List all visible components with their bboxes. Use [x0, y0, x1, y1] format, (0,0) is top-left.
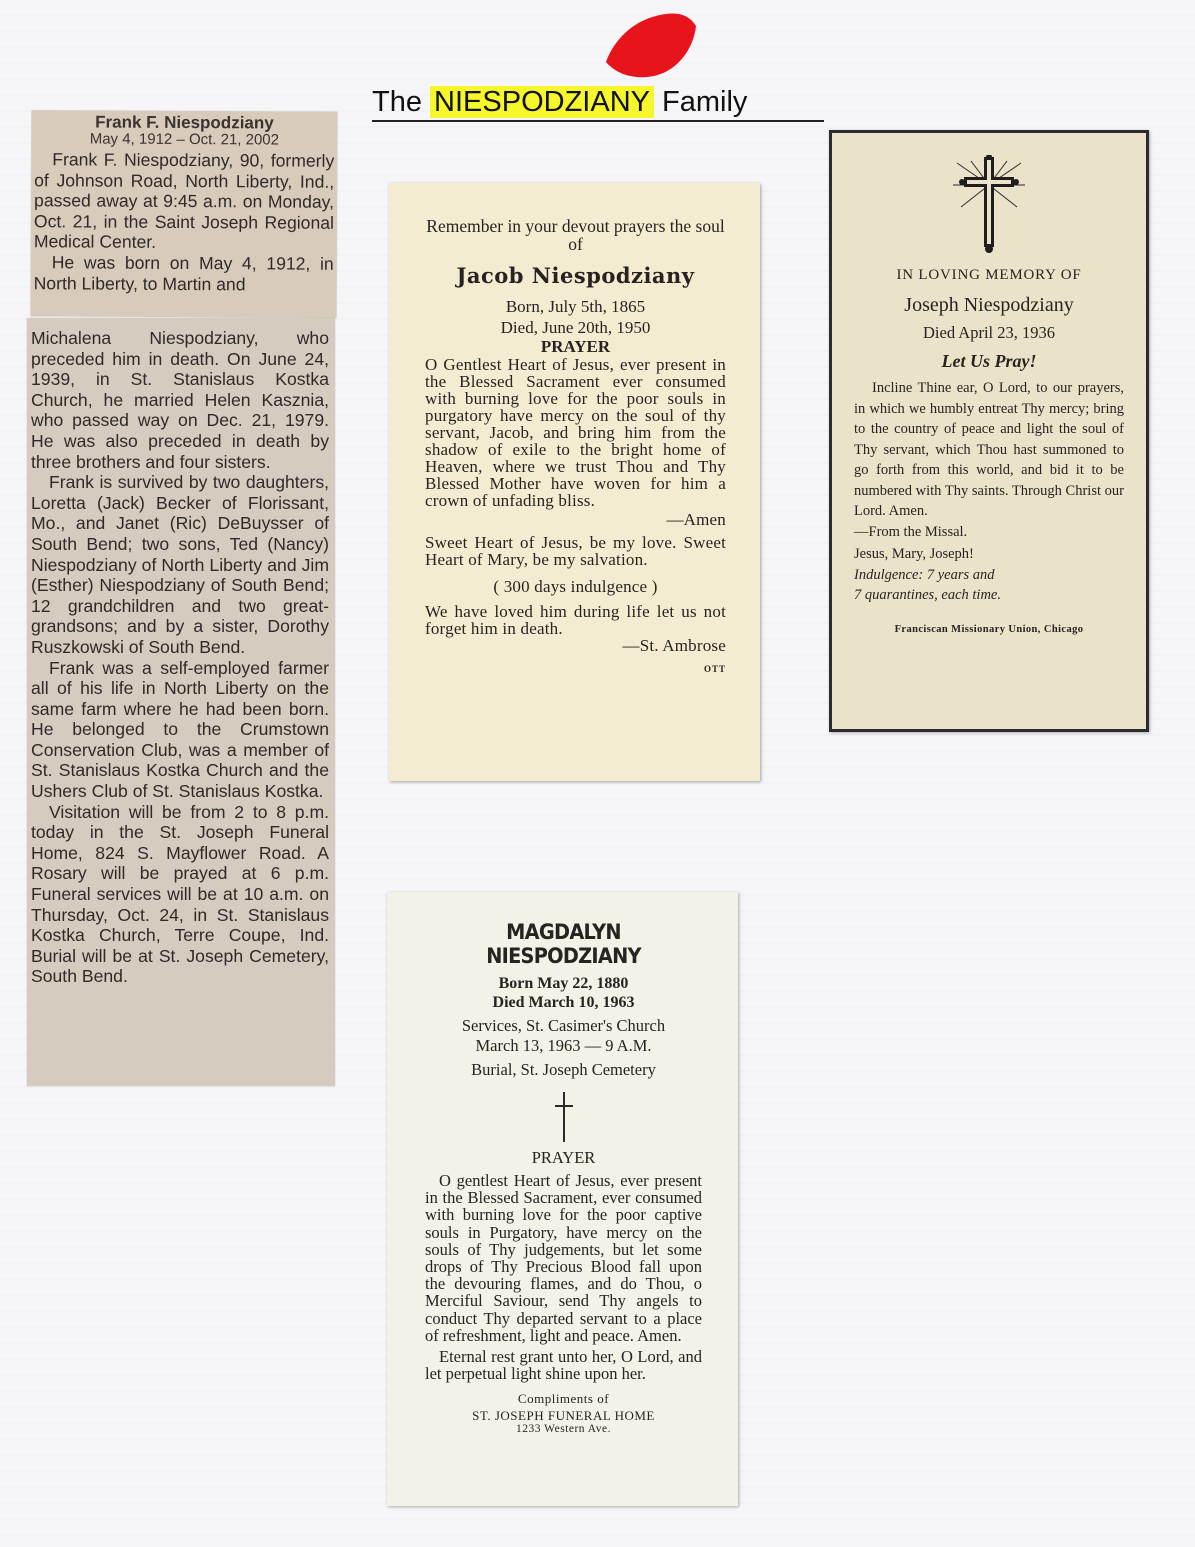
card-services-date: March 13, 1963 — 9 A.M. — [475, 1036, 652, 1055]
card-indulgence-line1: Indulgence: 7 years and — [854, 566, 995, 583]
obituary-clipping-bottom — [27, 318, 335, 1086]
card-intro: Remember in your devout prayers the soul of — [426, 216, 725, 254]
title-prefix: The — [372, 86, 422, 118]
card-address: 1233 Western Ave. — [516, 1423, 611, 1436]
obituary-paragraph: Frank was a self-employed farmer all of his life in North Liberty on the same farm where he had been born. He belonged to the Crumstown Conservation Club, was a member of St. Stanislaus Kostka Church and the Ushers Club of St. Stanislaus Kostka. — [31, 657, 329, 802]
card-born: Born, July 5th, 1865 — [505, 297, 646, 316]
card-services: Services, St. Casimer's Church — [461, 1016, 666, 1035]
card-let-us-pray: Let Us Pray! — [941, 351, 1037, 371]
memorial-card-joseph — [829, 130, 1149, 732]
card-sweet-heart: Sweet Heart of Jesus, be my love. Sweet Heart of Mary, be my salvation. — [425, 533, 726, 569]
card-printer: OTT — [703, 664, 726, 674]
card-attribution: —St. Ambrose — [622, 636, 726, 655]
card-memory: IN LOVING MEMORY OF — [896, 267, 1082, 283]
card-died: Died March 10, 1963 — [492, 994, 635, 1011]
card-name: MAGDALYN NIESPODZIANY — [486, 920, 641, 968]
card-prayer: O Gentlest Heart of Jesus, ever present in the Blessed Sacrament ever consumed with burning love for the poor souls in purgatory have mercy on the soul of thy servant, Jacob, and bring him from the shadow of exile to the bright home of Heaven, where we trust Thou and Thy Blessed Mother have woven for him a crown of unfading bliss. — [425, 355, 726, 510]
card-publisher: Franciscan Missionary Union, Chicago — [894, 623, 1084, 635]
card-funeral-home: ST. JOSEPH FUNERAL HOME — [472, 1408, 655, 1424]
page-title — [372, 84, 824, 122]
card-died: Died, June 20th, 1950 — [500, 318, 651, 337]
card-prayer: Incline Thine ear, O Lord, to our prayers, in which we humbly entreat Thy mercy; bring to the country of peace and light the soul of Thy servant, which Thou hast summoned to go forth from this world, and bid it to be numbered with Thy saints. Through Christ our Lord. Amen. — [854, 380, 1124, 519]
card-from-missal: —From the Missal. — [854, 523, 968, 540]
obituary-dates: May 4, 1912 – Oct. 21, 2002 — [89, 130, 280, 149]
card-indulgence: ( 300 days indulgence ) — [493, 577, 658, 596]
obituary-paragraph: Visitation will be from 2 to 8 p.m. today in the St. Joseph Funeral Home, 824 S. Mayflower Road. A Rosary will be prayed at 6 p.m. Funeral services will be at 10 a.m. on Thursday, Oct. 24, in St. Stanislaus Kostka Church, Terre Coupe, Ind. Burial will be at St. Joseph Cemetery, South Bend. — [31, 801, 329, 987]
ornate-cross-icon — [949, 155, 1029, 255]
card-prayer-title: PRAYER — [540, 337, 611, 356]
card-died: Died April 23, 1936 — [923, 323, 1055, 342]
cross-icon — [554, 1092, 574, 1142]
card-quote: We have loved him during life let us not forget him in death. — [425, 602, 726, 638]
memorial-card-jacob — [389, 183, 760, 781]
obituary-paragraph: He was born on May 4, 1912, in North Liberty, to Martin and — [33, 252, 334, 294]
card-name: Jacob Niespodziany — [456, 263, 695, 288]
card-name: Joseph Niespodziany — [904, 294, 1074, 316]
obituary-paragraph: Michalena Niespodziany, who preceded him in death. On June 24, 1939, in St. Stanislaus Kostka Church, he married Helen Kasznia, who passed way on Dec. 21, 1979. He was also preceded in death by three brothers and four sisters. — [31, 328, 329, 472]
title-suffix: Family — [662, 86, 748, 118]
obituary-heading: Frank F. Niespodziany — [95, 112, 274, 133]
red-sticker — [604, 12, 698, 78]
card-amen: —Amen — [666, 510, 726, 529]
card-jmj: Jesus, Mary, Joseph! — [854, 546, 974, 562]
card-indulgence-line2: 7 quarantines, each time. — [854, 587, 1001, 603]
card-burial: Burial, St. Joseph Cemetery — [471, 1060, 656, 1079]
card-born: Born May 22, 1880 — [498, 975, 629, 992]
obituary-clipping-top — [30, 110, 337, 318]
card-eternal-rest: Eternal rest grant unto her, O Lord, and let perpetual light shine upon her. — [425, 1347, 702, 1384]
card-prayer: O gentlest Heart of Jesus, ever present in the Blessed Sacrament, ever consumed with burning love for the poor captive souls in Purgatory, have mercy on the souls of Thy judgements, but let some drops of Thy Precious Blood fall upon the devouring flames, and do Thou, o Merciful Saviour, send Thy angels to conduct Thy departed servant to a place of refreshment, light and peace. Amen. — [425, 1171, 702, 1345]
obituary-paragraph: Frank F. Niespodziany, 90, formerly of Johnson Road, North Liberty, Ind., passed away at 9:45 a.m. on Monday, Oct. 21, in the Saint Joseph Regional Medical Center. — [33, 149, 335, 253]
card-compliments: Compliments of — [517, 1391, 610, 1407]
memorial-card-magdalyn — [387, 892, 738, 1506]
title-highlight: NIESPODZIANY — [430, 86, 654, 118]
obituary-paragraph: Frank is survived by two daughters, Loretta (Jack) Becker of Florissant, Mo., and Janet (Ric) DeBuysser of South Bend; two sons, Ted (Nancy) Niespodziany of North Liberty and Jim (Esther) Niespodziany of South Bend; 12 grandchildren and two great-grandsons; and by a sister, Dorothy Ruszkowski of South Bend. — [31, 472, 329, 657]
card-prayer-title: PRAYER — [531, 1148, 596, 1167]
